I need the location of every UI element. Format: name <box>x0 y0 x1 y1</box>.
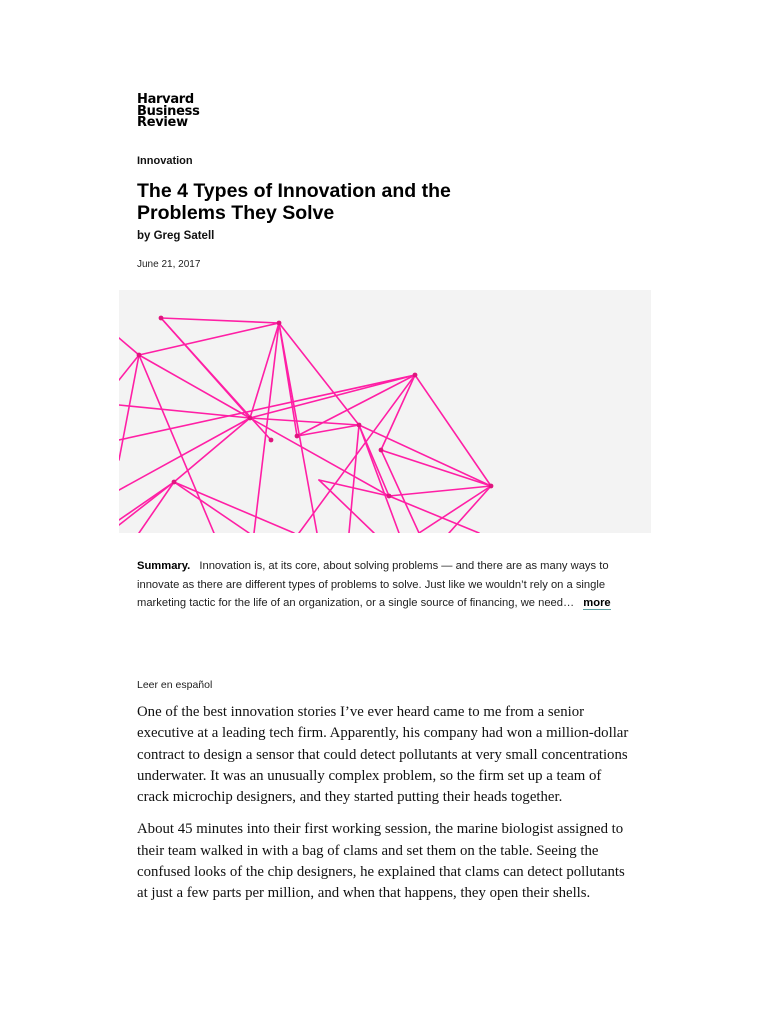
logo-line-1: Harvard <box>137 92 194 107</box>
string-network-illustration <box>119 290 651 533</box>
article-summary <box>137 557 617 613</box>
article-body <box>137 702 632 916</box>
publish-date: June 21, 2017 <box>137 259 201 270</box>
body-paragraph: About 45 minutes into their first working session, the marine biologist assigned to their team walked in with a bag of clams and set them on the table. Seeing the confused looks of the chip designers, he explained that clams can detect pollutants at just a few parts per million, and when that happens, they open their shells. <box>137 821 625 902</box>
byline[interactable]: by Greg Satell <box>137 230 215 242</box>
hero-image <box>119 290 651 533</box>
summary-more-link[interactable]: more <box>583 597 611 609</box>
summary-text: Innovation is, at its core, about solving problems — and there are as many ways to innovate as there are different types of problems to solve. Just like we wouldn’t rely on a single marketing tactic for the life of an organization, or a single source of financing, we need… <box>137 560 609 609</box>
topic-link[interactable]: Innovation <box>137 155 193 167</box>
article-title: The 4 Types of Innovation and the Problems They Solve <box>137 180 451 224</box>
logo-line-3: Review <box>137 115 188 130</box>
hbr-logo[interactable] <box>137 94 200 129</box>
logo-line-2: Business <box>137 103 200 119</box>
body-paragraph: One of the best innovation stories I’ve ever heard came to me from a senior executive at a leading tech firm. Apparently, his company had won a million-dollar contract to design a sensor that could detect pollutants at very small concentrations underwater. It was an unusually complex problem, so the firm set up a team of crack microchip designers, and they started putting their heads together. <box>137 704 629 806</box>
spanish-version-link[interactable]: Leer en español <box>137 679 213 691</box>
summary-label: Summary. <box>137 560 191 572</box>
